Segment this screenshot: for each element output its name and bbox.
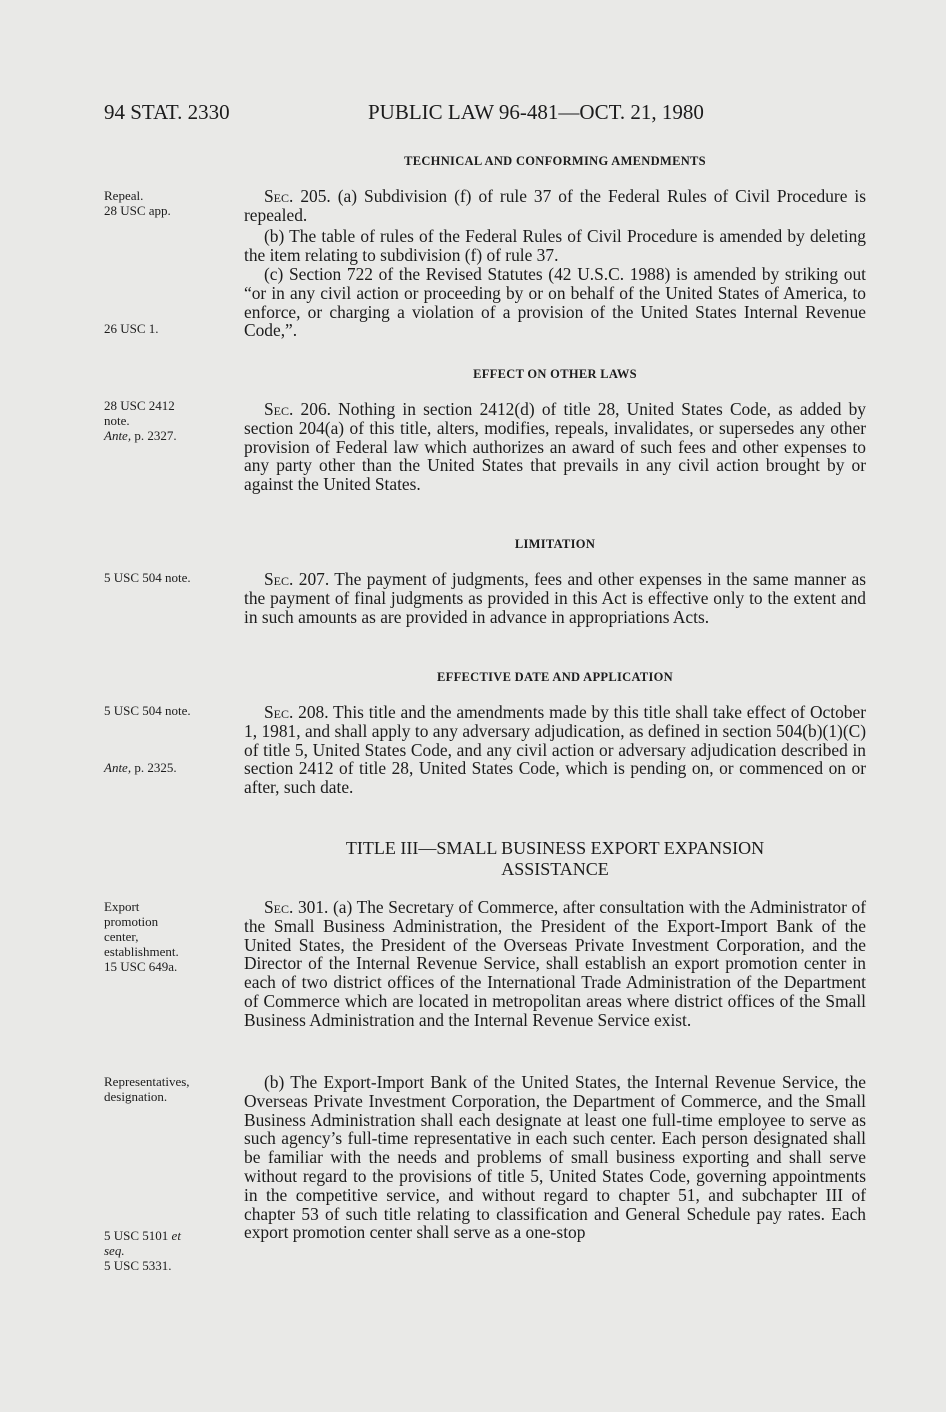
sec-label: Sec. xyxy=(264,897,294,917)
sec-208-text: 208. This title and the amendments made by this title shall take effect of October 1, 1981, and shall apply to any adversary adjudication, as defined in section 504(b)(1)(C) of title 5, United States Code, and any civil action or adversary adjudication described in section 2412 of title 28, United States Code, which is pending on, or commenced on or after, such date. xyxy=(244,702,866,798)
margin-note-line: 15 USC 649a. xyxy=(104,959,178,974)
sec-205-a xyxy=(244,187,866,225)
margin-note-line: Representatives, xyxy=(104,1074,190,1089)
margin-note-line: establishment. xyxy=(104,944,179,959)
margin-note-repeal xyxy=(104,188,234,218)
heading-technical-amendments: TECHNICAL AND CONFORMING AMENDMENTS xyxy=(404,154,706,168)
margin-note-5-usc-5101 xyxy=(104,1228,234,1273)
sec-205-c xyxy=(244,265,866,340)
margin-note-line xyxy=(104,1228,234,1243)
margin-note-line: 5 USC 5331. xyxy=(104,1258,172,1273)
sec-208 xyxy=(244,703,866,797)
ante-italic: Ante, xyxy=(104,760,132,775)
heading-effective-date: EFFECTIVE DATE AND APPLICATION xyxy=(437,670,673,684)
margin-note-5-usc-504: 5 USC 504 note. xyxy=(104,570,191,585)
sec-label: Sec. xyxy=(264,186,294,206)
sec-301-a xyxy=(244,898,866,1030)
ante-page: p. 2327. xyxy=(131,428,177,443)
margin-note-representatives xyxy=(104,1074,234,1104)
ante-italic: Ante, xyxy=(104,428,132,443)
margin-note-5-usc-504-b: 5 USC 504 note. xyxy=(104,703,191,718)
sec-301-b xyxy=(244,1073,866,1242)
statute-page-number: 94 STAT. 2330 xyxy=(104,100,230,124)
margin-note-line: note. xyxy=(104,413,130,428)
sec-301-b-text: (b) The Export-Import Bank of the United States, the Internal Revenue Service, the Overseas Private Investment Corporation, the Department of Commerce, and the Small Business Administration shall each designate at least one full-time employee to serve as such agency’s full-time representative in each such center. Each person designated shall be familiar with the needs and problems of small business exporting and shall serve without regard to the provisions of title 5, United States Code, governing appointments in the competitive service, and without regard to chapter 51, and subchapter III of chapter 53 of such title relating to classification and General Schedule pay rates. Each export promotion center shall serve as a one-stop xyxy=(244,1072,866,1243)
sec-205-b-text: (b) The table of rules of the Federal Rules of Civil Procedure is amended by deleting the item relating to subdivision (f) of rule 37. xyxy=(244,226,866,265)
margin-note-line xyxy=(104,428,234,443)
margin-note-line: promotion xyxy=(104,914,159,929)
margin-note-italic: et xyxy=(171,1228,181,1243)
margin-note-line: center, xyxy=(104,929,139,944)
sec-label: Sec. xyxy=(264,399,294,419)
heading-effect-on-other-laws: EFFECT ON OTHER LAWS xyxy=(473,367,637,381)
sec-206-text: 206. Nothing in section 2412(d) of title 28, United States Code, as added by section 204(a) of this title, alters, modifies, repeals, invalidates, or supersedes any other provision of Federal law which authorizes an award of such fees and other expenses to any party other than the United States that prevails in any civil action brought by or against the United States. xyxy=(244,399,866,495)
sec-205-a-text: 205. (a) Subdivision (f) of rule 37 of the Federal Rules of Civil Procedure is repealed. xyxy=(244,186,866,225)
sec-301-a-text: 301. (a) The Secretary of Commerce, after consultation with the Administrator of the Small Business Administration, the President of the Export-Import Bank of the United States, the President of the Overseas Private Investment Corporation, and the Director of the Internal Revenue Service, shall establish an export promotion center in each of two district offices of the International Trade Administration of the Department of Commerce which are located in metropolitan areas where district offices of the Small Business Administration and the Internal Revenue Service exist. xyxy=(244,897,866,1030)
sec-205-b xyxy=(244,227,866,265)
margin-note-line: designation. xyxy=(104,1089,168,1104)
margin-note-28-usc-2412 xyxy=(104,398,234,443)
margin-note-text: 5 USC 5101 xyxy=(104,1228,172,1243)
margin-note-26-usc: 26 USC 1. xyxy=(104,321,159,336)
title-iii-line-1: TITLE III—SMALL BUSINESS EXPORT EXPANSION xyxy=(345,838,765,858)
margin-note-line: 28 USC 2412 xyxy=(104,398,175,413)
margin-note-line: Repeal. xyxy=(104,188,144,203)
ante-page: p. 2325. xyxy=(131,760,177,775)
sec-207 xyxy=(244,570,866,626)
margin-note-italic: seq. xyxy=(104,1243,125,1258)
sec-205-c-text: (c) Section 722 of the Revised Statutes (42 U.S.C. 1988) is amended by striking out “or in any civil action or proceeding by or on behalf of the United States of America, to enforce, or charging a violation of a provision of the United States Internal Revenue Code,”. xyxy=(244,264,866,341)
heading-limitation: LIMITATION xyxy=(514,537,596,551)
public-law-header: PUBLIC LAW 96-481—OCT. 21, 1980 xyxy=(368,100,704,124)
title-iii-heading xyxy=(244,838,866,880)
margin-note-line: 28 USC app. xyxy=(104,203,171,218)
margin-note-line: Export xyxy=(104,899,140,914)
margin-note-line xyxy=(104,1243,234,1258)
sec-207-text: 207. The payment of judgments, fees and other expenses in the same manner as the payment of final judgments as provided in this Act is effective only to the extent and in such amounts as are provided in advance in appropriations Acts. xyxy=(244,569,866,627)
title-iii-line-2: ASSISTANCE xyxy=(501,859,609,879)
sec-label: Sec. xyxy=(264,702,294,722)
sec-label: Sec. xyxy=(264,569,294,589)
sec-206 xyxy=(244,400,866,494)
margin-note-export-promotion xyxy=(104,899,234,974)
margin-note-ante-2325 xyxy=(104,760,234,775)
